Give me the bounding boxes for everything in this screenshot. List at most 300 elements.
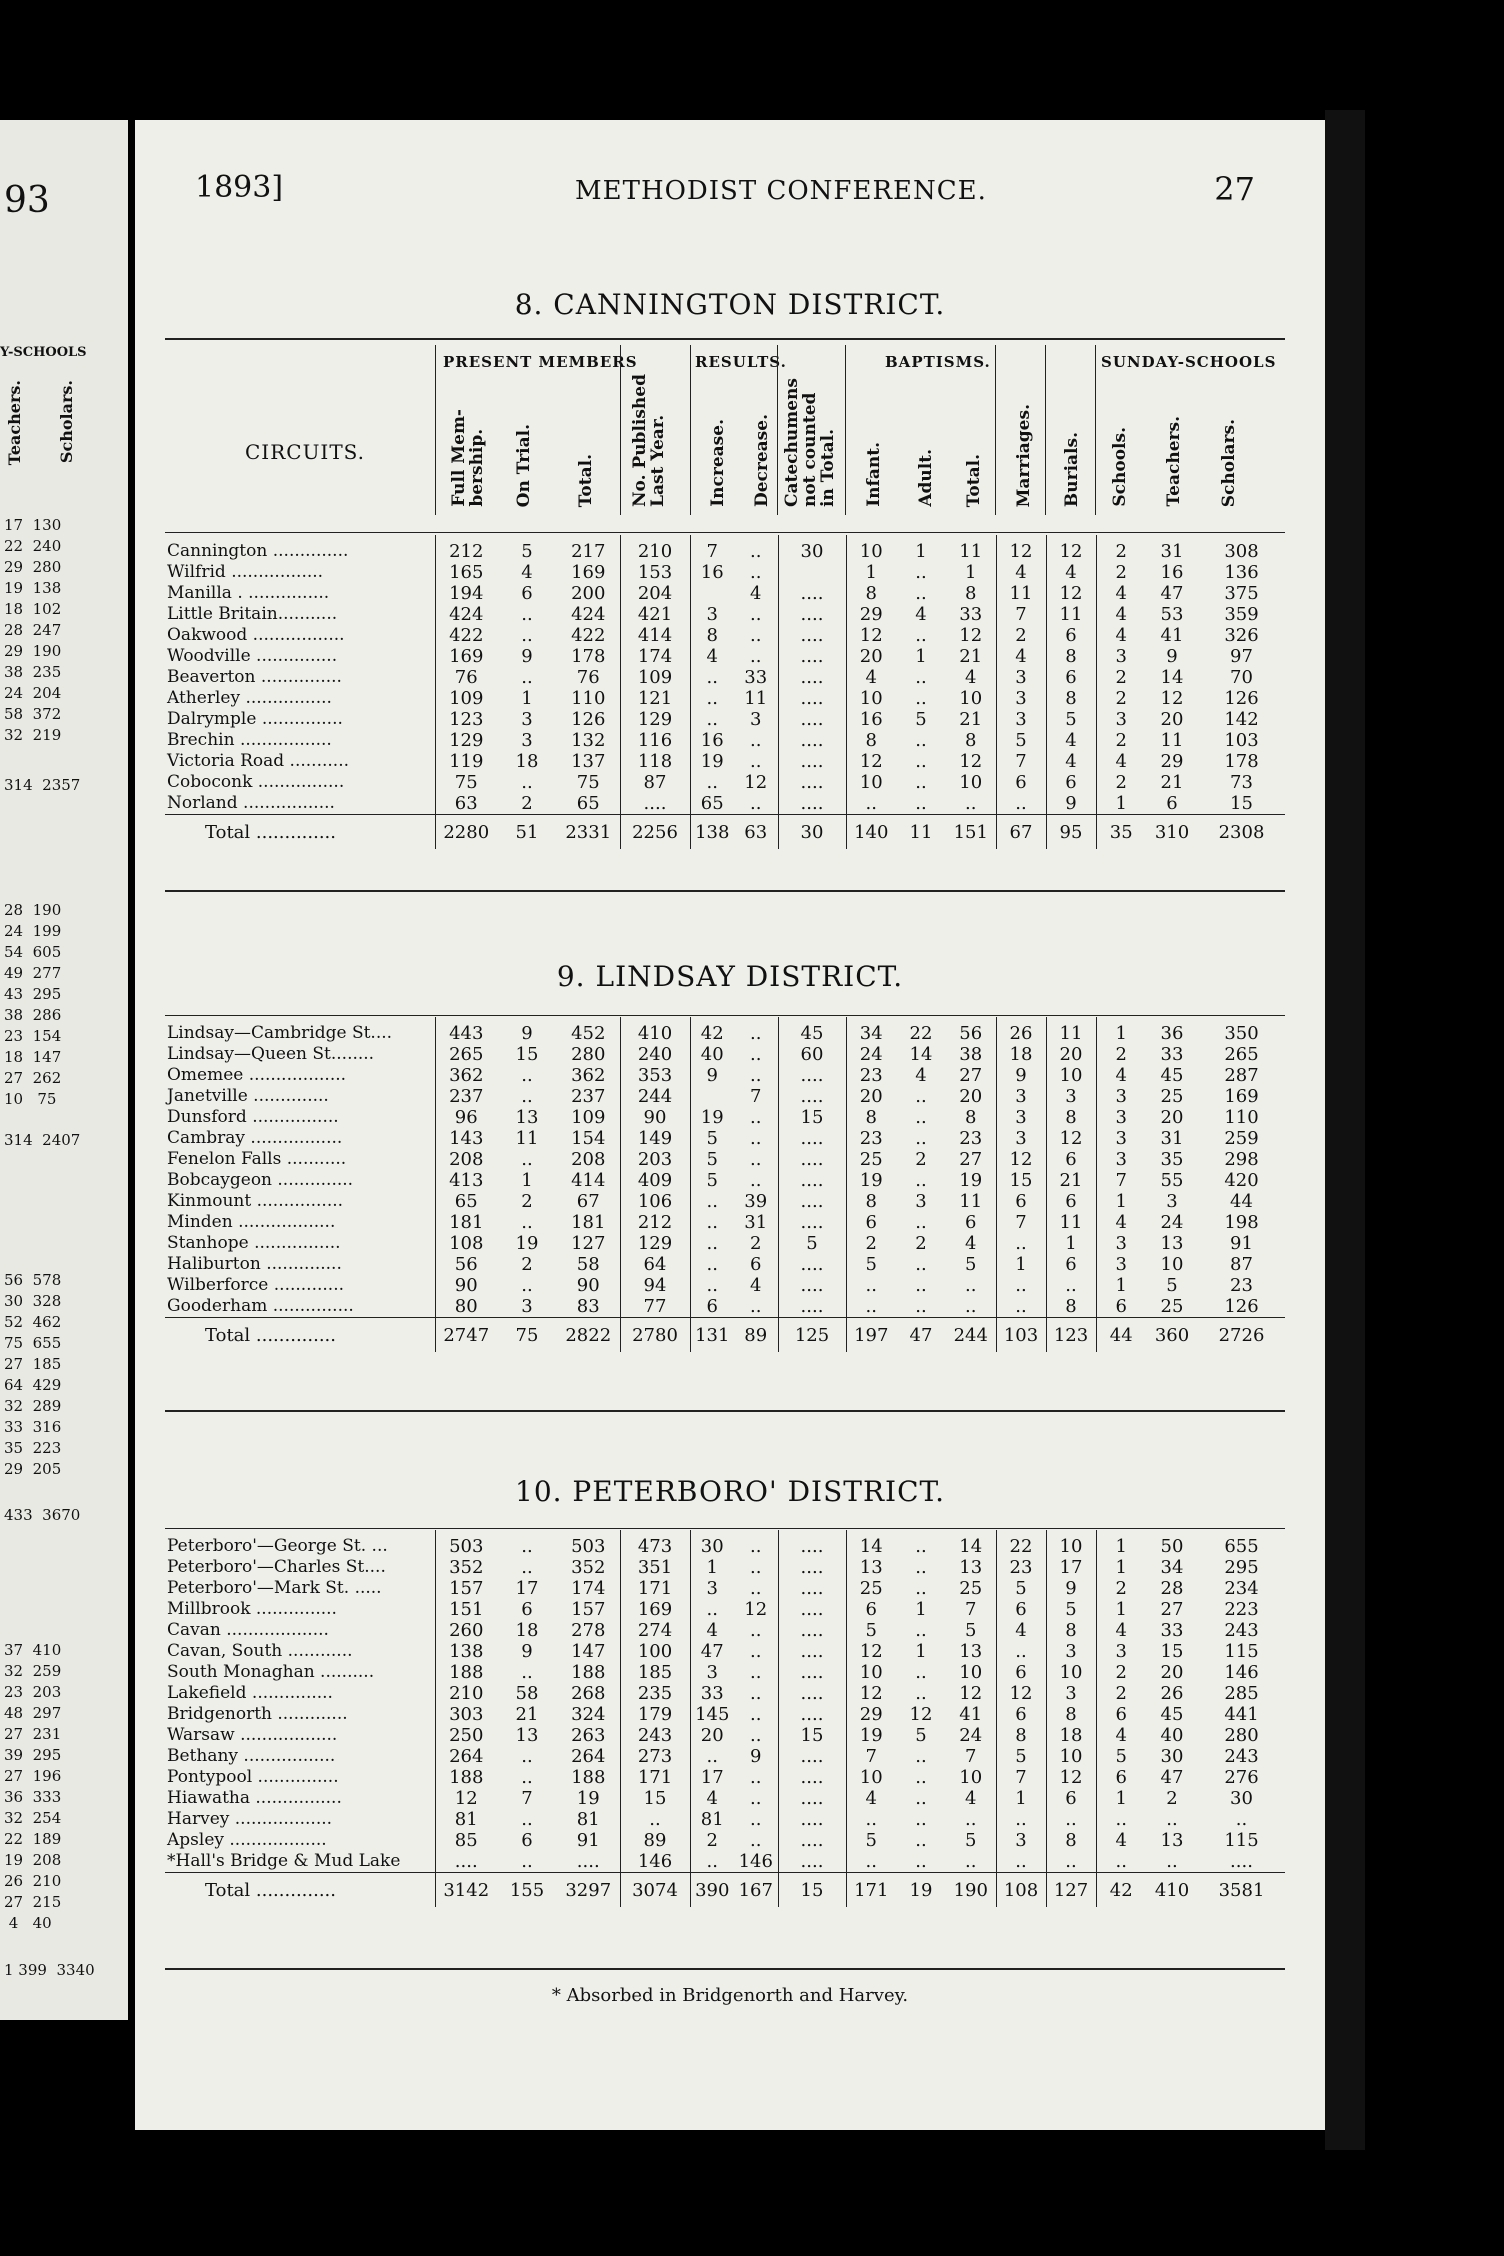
header-top-rule: [165, 338, 1285, 340]
table-cell: ....: [778, 1086, 846, 1107]
table-cell: 362: [571, 1065, 606, 1086]
circuit-name: Total ..............: [165, 1318, 435, 1353]
circuit-name: Harvey ..................: [167, 1809, 333, 1829]
table-cell: 18: [996, 1044, 1046, 1065]
table-cell: ..: [915, 1107, 927, 1128]
table-cell: ....: [778, 1767, 846, 1788]
table-cell: 19: [846, 1725, 896, 1746]
previous-row: 29 280: [4, 558, 62, 576]
table-cell: ..: [750, 1023, 762, 1044]
table-cell: 56: [959, 1023, 983, 1044]
table-cell: 27: [959, 1065, 983, 1086]
previous-row: 52 462: [4, 1313, 62, 1331]
table-row: [165, 1191, 1285, 1212]
table-cell: 23: [1230, 1275, 1253, 1296]
table-cell: 145: [690, 1704, 734, 1725]
table-cell: 157: [435, 1578, 497, 1599]
table-cell: ....: [778, 730, 846, 751]
table-cell: 2: [1096, 535, 1146, 562]
header-on-trial: On Trial.: [514, 423, 534, 507]
table-cell: 22: [996, 1530, 1046, 1557]
table-cell: 11: [959, 1191, 983, 1212]
table-cell: ..: [915, 667, 927, 688]
table-cell: 13: [515, 1725, 539, 1746]
previous-row: 28 247: [4, 621, 62, 639]
table-cell: 264: [571, 1746, 606, 1767]
table-cell: 6: [846, 1599, 896, 1620]
table-cell: ..: [750, 1107, 762, 1128]
table-cell: ..: [915, 1578, 927, 1599]
table-cell: 14: [846, 1530, 896, 1557]
table-cell: 390: [690, 1873, 734, 1908]
table-cell: 3: [996, 688, 1046, 709]
table-cell: 169: [1224, 1086, 1259, 1107]
table-cell: 4: [521, 562, 533, 583]
previous-row: 32 219: [4, 726, 62, 744]
table-cell: 50: [1160, 1536, 1184, 1557]
previous-row: 39 295: [4, 1746, 62, 1764]
table-cell: 6: [996, 772, 1046, 793]
table-cell: 20: [959, 1086, 983, 1107]
table-cell: 24: [959, 1725, 983, 1746]
table-row: [165, 562, 1285, 583]
table-cell: 21: [515, 1704, 539, 1725]
table-cell: 6: [996, 1599, 1046, 1620]
table-cell: 5: [996, 1578, 1046, 1599]
header-results: RESULTS.: [695, 353, 787, 371]
previous-row: 32 259: [4, 1662, 62, 1680]
previous-row: 35 223: [4, 1439, 62, 1457]
table-cell: 8: [965, 730, 977, 751]
circuit-name: Wilfrid .................: [167, 562, 324, 582]
table-cell: 75: [576, 772, 600, 793]
table-cell: 47: [1160, 1767, 1184, 1788]
table-cell: 11: [744, 688, 768, 709]
circuit-name: Cavan ...................: [167, 1620, 329, 1640]
district-title-lindsay: 9. LINDSAY DISTRICT.: [556, 960, 904, 993]
table-cell: ....: [778, 1578, 846, 1599]
table-cell: 63: [435, 793, 497, 815]
header-baptism-total: Total.: [964, 453, 984, 507]
table-cell: 9: [521, 646, 533, 667]
table-cell: 35: [1096, 815, 1146, 850]
lindsay-top-rule: [165, 1015, 1285, 1016]
table-cell: 4: [1096, 751, 1146, 772]
table-cell: 310: [1146, 815, 1198, 850]
table-cell: 4: [1096, 1065, 1146, 1086]
previous-row: 37 410: [4, 1641, 62, 1659]
table-cell: 5: [690, 1170, 734, 1191]
table-cell: ..: [915, 1767, 927, 1788]
table-cell: 6: [1096, 1767, 1146, 1788]
table-row: [165, 1233, 1285, 1254]
table-cell: ..: [521, 1809, 533, 1830]
table-cell: 188: [571, 1767, 606, 1788]
table-row: [165, 583, 1285, 604]
table-cell: 21: [959, 646, 983, 667]
table-cell: 94: [620, 1275, 690, 1296]
table-cell: 12: [744, 772, 768, 793]
previous-row: 22 240: [4, 537, 62, 555]
table-cell: 65: [690, 793, 734, 815]
table-cell: 77: [620, 1296, 690, 1318]
previous-row: 19 208: [4, 1851, 62, 1869]
table-cell: 10: [1046, 1530, 1096, 1557]
lindsay-table: [165, 1017, 1285, 1352]
previous-block-1-total: 314 2357: [4, 776, 81, 794]
table-cell: 108: [996, 1873, 1046, 1908]
table-cell: 3: [521, 730, 533, 751]
table-cell: ..: [690, 1233, 734, 1254]
table-cell: 87: [620, 772, 690, 793]
table-cell: ..: [915, 1557, 927, 1578]
table-cell: 47: [896, 1318, 946, 1353]
table-cell: 12: [1046, 1128, 1096, 1149]
previous-row: 32 289: [4, 1397, 62, 1415]
previous-row: 27 185: [4, 1355, 62, 1373]
table-cell: 47: [690, 1641, 734, 1662]
table-cell: 123: [1046, 1318, 1096, 1353]
table-cell: 45: [1160, 1065, 1184, 1086]
table-cell: 109: [620, 667, 690, 688]
table-cell: 13: [1160, 1233, 1184, 1254]
table-cell: 3: [1046, 1683, 1096, 1704]
table-cell: ..: [915, 1086, 927, 1107]
circuit-name: Peterboro'—Charles St....: [167, 1557, 386, 1577]
table-cell: 1: [690, 1557, 734, 1578]
table-cell: 4: [996, 1620, 1046, 1641]
table-cell: 153: [620, 562, 690, 583]
table-cell: 6: [1046, 1149, 1096, 1170]
table-cell: 81: [690, 1809, 734, 1830]
table-cell: ..: [996, 1809, 1046, 1830]
table-cell: 1: [915, 646, 927, 667]
table-cell: 8: [846, 1107, 896, 1128]
table-cell: 8: [690, 625, 734, 646]
table-cell: 3142: [435, 1873, 497, 1908]
table-cell: ..: [915, 1809, 927, 1830]
table-cell: 1: [1046, 1233, 1096, 1254]
table-row: [165, 1044, 1285, 1065]
table-cell: 6: [521, 1599, 533, 1620]
table-cell: ..: [996, 793, 1046, 815]
table-cell: 33: [1160, 1044, 1184, 1065]
table-cell: 274: [620, 1620, 690, 1641]
circuit-name: Bridgenorth .............: [167, 1704, 348, 1724]
table-cell: 109: [571, 1107, 606, 1128]
table-cell: 10: [846, 535, 896, 562]
table-cell: 14: [909, 1044, 933, 1065]
table-cell: 181: [571, 1212, 606, 1233]
table-cell: 5: [965, 1620, 977, 1641]
table-cell: 10: [959, 1767, 983, 1788]
table-cell: 4: [996, 646, 1046, 667]
table-cell: 9: [521, 1023, 533, 1044]
table-cell: 41: [1160, 625, 1184, 646]
header-schools: Schools.: [1110, 427, 1130, 507]
table-cell: 118: [620, 751, 690, 772]
table-cell: ..: [750, 1149, 762, 1170]
table-cell: 4: [915, 1065, 927, 1086]
table-cell: 147: [571, 1641, 606, 1662]
table-cell: 6: [996, 1662, 1046, 1683]
table-cell: 21: [959, 709, 983, 730]
previous-row: 18 147: [4, 1048, 62, 1066]
table-cell: ..: [521, 772, 533, 793]
table-cell: 1: [1096, 1557, 1146, 1578]
table-cell: ..: [996, 1233, 1046, 1254]
table-row: [165, 1254, 1285, 1275]
table-cell: ..: [620, 1809, 690, 1830]
table-cell: 188: [571, 1662, 606, 1683]
table-cell: 3: [1096, 1086, 1146, 1107]
table-cell: 90: [620, 1107, 690, 1128]
table-cell: ....: [778, 1641, 846, 1662]
table-cell: 12: [1160, 688, 1184, 709]
table-cell: 5: [996, 730, 1046, 751]
table-cell: 4: [690, 646, 734, 667]
header-increase: Increase.: [708, 419, 728, 507]
table-cell: ..: [965, 793, 977, 814]
circuit-name: Peterboro'—Mark St. .....: [167, 1578, 382, 1598]
table-cell: ..: [1096, 1809, 1146, 1830]
circuit-name: Total ..............: [165, 1873, 435, 1908]
previous-row: 4 40: [4, 1914, 52, 1932]
table-cell: 5: [915, 709, 927, 730]
table-cell: ..: [915, 1683, 927, 1704]
table-cell: 16: [1160, 562, 1184, 583]
header-catechumens: Catechumens not counted in Total.: [782, 377, 838, 507]
table-cell: 3: [690, 604, 734, 625]
table-row: [165, 1065, 1285, 1086]
table-cell: 58: [515, 1683, 539, 1704]
table-cell: 81: [576, 1809, 600, 1830]
table-cell: ..: [915, 1170, 927, 1191]
circuit-name: Beaverton ...............: [167, 667, 342, 687]
table-cell: 4: [690, 1620, 734, 1641]
table-cell: ..: [915, 625, 927, 646]
table-cell: 31: [1160, 1128, 1184, 1149]
header-marriages: Marriages.: [1014, 403, 1034, 507]
table-cell: 1: [846, 562, 896, 583]
circuit-name: Cambray .................: [167, 1128, 343, 1148]
table-cell: 185: [620, 1662, 690, 1683]
table-cell: 5: [1046, 709, 1096, 730]
table-cell: ..: [750, 1788, 762, 1809]
table-cell: ..: [690, 1212, 734, 1233]
table-cell: 131: [690, 1318, 734, 1353]
table-cell: 110: [571, 688, 606, 709]
table-cell: 64: [620, 1254, 690, 1275]
table-cell: ..: [915, 1662, 927, 1683]
table-cell: ..: [690, 1746, 734, 1767]
table-cell: 16: [846, 709, 896, 730]
table-cell: 1: [1096, 1191, 1146, 1212]
table-cell: 8: [846, 730, 896, 751]
previous-row: 27 262: [4, 1069, 62, 1087]
table-cell: 87: [1230, 1254, 1253, 1275]
table-cell: 237: [571, 1086, 606, 1107]
table-cell: 30: [1230, 1788, 1253, 1809]
table-cell: ..: [690, 1599, 734, 1620]
table-cell: ..: [965, 1809, 977, 1830]
table-cell: 31: [744, 1212, 768, 1233]
table-cell: 212: [620, 1212, 690, 1233]
cannington-bottom-rule: [165, 890, 1285, 892]
table-cell: 287: [1224, 1065, 1259, 1086]
table-cell: 4: [1096, 625, 1146, 646]
table-cell: 14: [1160, 667, 1184, 688]
table-cell: ..: [750, 1170, 762, 1191]
table-row: [165, 625, 1285, 646]
previous-block-3: [4, 1270, 61, 1480]
header-circuits: CIRCUITS.: [245, 440, 366, 464]
table-cell: 8: [1046, 1296, 1096, 1318]
table-cell: ..: [750, 1296, 762, 1317]
table-cell: 7: [750, 1086, 762, 1107]
table-cell: ..: [690, 1191, 734, 1212]
table-cell: 12: [1046, 1767, 1096, 1788]
table-cell: ..: [690, 1851, 734, 1873]
table-cell: ..: [690, 1254, 734, 1275]
table-cell: 414: [571, 1170, 606, 1191]
previous-row: 23 154: [4, 1027, 62, 1045]
table-cell: 65: [435, 1191, 497, 1212]
table-cell: 33: [959, 604, 983, 625]
table-row: [165, 1599, 1285, 1620]
table-row: [165, 667, 1285, 688]
table-cell: 4: [1096, 1212, 1146, 1233]
table-cell: ..: [750, 1809, 762, 1830]
circuit-name: Janetville ..............: [167, 1086, 329, 1106]
table-cell: 12: [846, 1683, 896, 1704]
table-cell: 285: [1224, 1683, 1259, 1704]
table-cell: ..: [750, 1704, 762, 1725]
table-row: [165, 1275, 1285, 1296]
table-cell: 31: [1160, 541, 1184, 562]
circuit-name: Omemee ..................: [167, 1065, 347, 1085]
circuit-name: Little Britain...........: [167, 604, 338, 624]
previous-block-3-total: 433 3670: [4, 1506, 81, 1524]
table-cell: ....: [778, 1557, 846, 1578]
table-cell: 23: [959, 1128, 983, 1149]
table-cell: 2: [915, 1233, 927, 1254]
table-cell: 2: [1096, 1044, 1146, 1065]
table-cell: 10: [1046, 1065, 1096, 1086]
table-row: [165, 1620, 1285, 1641]
table-cell: 410: [620, 1017, 690, 1044]
table-cell: 12: [959, 751, 983, 772]
table-cell: 3: [1166, 1191, 1178, 1212]
previous-row: 43 295: [4, 985, 62, 1003]
circuit-name: Pontypool ...............: [167, 1767, 339, 1787]
circuit-name: South Monaghan ..........: [167, 1662, 375, 1682]
table-cell: 452: [571, 1023, 606, 1044]
table-cell: 9: [1046, 793, 1096, 815]
table-cell: 10: [959, 772, 983, 793]
table-cell: 7: [690, 535, 734, 562]
circuit-name: Dunsford ................: [167, 1107, 339, 1127]
table-cell: 1: [1096, 793, 1146, 815]
table-cell: 3: [1096, 709, 1146, 730]
table-cell: 10: [846, 1767, 896, 1788]
circuit-name: Minden ..................: [167, 1212, 336, 1232]
column-headers: [165, 345, 1285, 515]
table-cell: ..: [846, 1851, 896, 1873]
table-cell: 5: [1166, 1275, 1178, 1296]
table-cell: 234: [1224, 1578, 1259, 1599]
table-cell: 16: [690, 562, 734, 583]
table-cell: 44: [1230, 1191, 1253, 1212]
table-cell: ....: [778, 604, 846, 625]
table-cell: 268: [571, 1683, 606, 1704]
table-cell: 8: [965, 583, 977, 604]
table-cell: ..: [521, 1557, 533, 1578]
table-cell: 12: [996, 535, 1046, 562]
table-cell: 19: [690, 1107, 734, 1128]
table-cell: 138: [690, 815, 734, 850]
table-cell: 5: [690, 1128, 734, 1149]
table-cell: 5: [1046, 1599, 1096, 1620]
table-cell: 3: [996, 1107, 1046, 1128]
table-cell: 19: [959, 1170, 983, 1191]
table-cell: 179: [620, 1704, 690, 1725]
table-row: [165, 1725, 1285, 1746]
table-row: [165, 1788, 1285, 1809]
table-cell: ..: [750, 541, 762, 562]
table-cell: ..: [915, 1275, 927, 1296]
table-cell: 2: [521, 1254, 533, 1275]
running-head-title: METHODIST CONFERENCE.: [575, 176, 987, 206]
table-cell: ....: [778, 1212, 846, 1233]
table-cell: 276: [1224, 1767, 1259, 1788]
table-cell: 4: [750, 583, 762, 604]
table-cell: 4: [1046, 730, 1096, 751]
table-cell: 60: [778, 1044, 846, 1065]
table-row: [165, 772, 1285, 793]
table-cell: ....: [778, 751, 846, 772]
table-cell: ....: [778, 1788, 846, 1809]
table-cell: 3: [521, 1296, 533, 1317]
table-cell: 441: [1224, 1704, 1259, 1725]
table-cell: 2: [1096, 688, 1146, 709]
previous-block-4-total: 1 399 3340: [4, 1961, 95, 1979]
table-cell: 8: [1046, 1107, 1096, 1128]
circuit-name: Lindsay—Cambridge St....: [167, 1023, 393, 1043]
table-cell: 53: [1160, 604, 1184, 625]
table-cell: 265: [435, 1044, 497, 1065]
table-cell: 4: [690, 1788, 734, 1809]
table-cell: ..: [750, 604, 762, 625]
table-cell: 223: [1224, 1599, 1259, 1620]
table-cell: 6: [965, 1212, 977, 1233]
table-cell: 40: [1160, 1725, 1184, 1746]
table-cell: ..: [750, 1830, 762, 1851]
circuit-name: Cavan, South ............: [167, 1641, 353, 1661]
table-cell: 655: [1224, 1536, 1259, 1557]
table-cell: 273: [620, 1746, 690, 1767]
previous-row: 64 429: [4, 1376, 62, 1394]
table-cell: 263: [571, 1725, 606, 1746]
table-cell: 4: [846, 1788, 896, 1809]
table-cell: 126: [571, 709, 606, 730]
table-cell: 23: [846, 1065, 896, 1086]
table-cell: ..: [690, 1275, 734, 1296]
table-cell: 4: [965, 667, 977, 688]
table-cell: 3: [1096, 1254, 1146, 1275]
table-cell: 129: [435, 730, 497, 751]
table-cell: ..: [915, 1254, 927, 1275]
